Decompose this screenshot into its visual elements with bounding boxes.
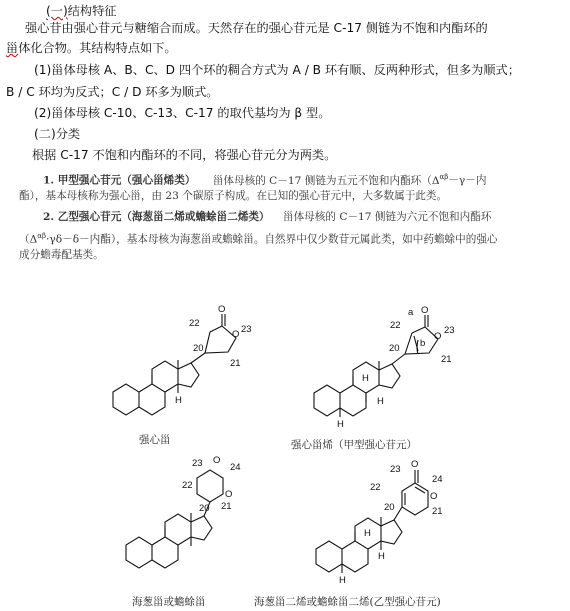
s2-label-H-5: H [337,419,344,430]
structure-cardenolide [314,315,438,417]
s4-label-24: 24 [432,474,443,485]
caption-bufadienolide: 海葱甾二烯或蟾蜍甾二烯(乙型强心苷元) [254,596,441,608]
s2-label-22: 22 [390,320,401,331]
caption-cardenolide: 强心甾烯（甲型强心苷元） [291,439,417,451]
paragraph-intro-line1: 强心苷由强心苷元与糖缩合而成。天然存在的强心苷元是 C-17 侧链为不饱和内酯环的 [25,21,488,35]
section2-text-b2: ·γδ－δ－内酯），基本母核为海葱甾或蟾蜍甾。自然界中仅少数苷元属此类，如中药蟾蜍中的强心 [46,233,498,246]
section2-title: 2. 乙型强心苷元（海葱甾二烯或蟾蜍甾二烯类） [43,211,270,223]
s3-label-21: 21 [221,501,232,512]
s1-label-23: 23 [241,324,252,335]
s4-label-H-14: H [378,551,385,562]
caption-cardanolide: 强心甾 [139,434,171,446]
caption-bufanolide: 海葱甾或蟾蜍甾 [132,596,206,608]
s2-label-b: b [420,338,426,349]
s4-label-H-8: H [364,528,371,539]
s1-label-21: 21 [230,358,241,369]
section1-sup: αβ [439,173,449,181]
section1-text-b: －γ－内 [448,174,487,187]
s1-label-20: 20 [193,343,204,354]
s3-label-24: 24 [230,462,241,473]
s4-label-H-5: H [339,575,346,586]
s4-label-23: 23 [390,464,401,475]
s1-label-O-ring: O [232,329,240,340]
paragraph-point2: (2)甾体母核 C-10、C-13、C-17 的取代基均为 β 型。 [34,106,331,120]
s1-label-H: H [175,395,182,406]
s4-label-21: 21 [432,506,443,517]
paragraph-classification: 根据 C-17 不饱和内酯环的不同，将强心苷元分为两类。 [32,148,337,162]
s2-label-O-ring: O [434,331,442,342]
s1-label-O-carbonyl: O [218,304,226,315]
s2-label-23: 23 [444,325,455,336]
heading-classification: (二)分类 [34,127,81,141]
paragraph-point1-line2: B / C 环均为反式；C / D 环多为顺式。 [6,85,219,99]
s4-label-O-carbonyl: O [411,459,419,470]
section1-line2: 酯），基本母核称为强心甾，由 23 个碳原子构成。在已知的强心苷元中，大多数属于此类。 [19,190,448,202]
structure-bufanolide [126,470,223,568]
s4-label-22: 22 [370,482,381,493]
heading-title: 结构特征 [67,4,117,18]
s2-label-O-carbonyl: O [421,305,429,316]
section2-line3: 成分蟾毒配基类。 [19,249,104,261]
s2-label-a: a [408,307,414,318]
s3-label-23: 23 [192,458,203,469]
s2-label-21: 21 [441,354,452,365]
s3-label-22: 22 [182,480,193,491]
s2-label-H-9: H [362,373,369,384]
section2-text-a: 甾体母核的 C－17 侧链为六元不饱和内酯环 [283,211,492,223]
s4-label-20: 20 [384,502,395,513]
s2-label-20: 20 [389,343,400,354]
section1-text-a: 甾体母核的 C－17 侧链为五元不饱和内酯环（Δ [212,174,440,187]
section2-text-b1: （Δ [19,233,38,246]
s3-label-O-carbonyl: O [213,455,221,466]
s3-label-20: 20 [199,503,210,514]
s2-label-H-14: H [377,396,384,407]
intro-rest: 体化合物。其结构特点如下。 [18,41,177,55]
heading-prefix: (一) [46,4,68,18]
s1-label-22: 22 [189,318,200,329]
s4-label-O-ring: O [430,491,438,502]
paragraph-point1-line1: (1)甾体母核 A、B、C、D 四个环的稠合方式为 A / B 环有顺、反两种形式，但多为顺式； [34,63,520,77]
section1-title: 1. 甲型强心苷元（强心甾烯类） [43,174,196,187]
section2-sup: αβ [37,232,47,240]
underlined-char: 甾 [6,41,19,55]
s3-label-O-ring: O [225,489,233,500]
